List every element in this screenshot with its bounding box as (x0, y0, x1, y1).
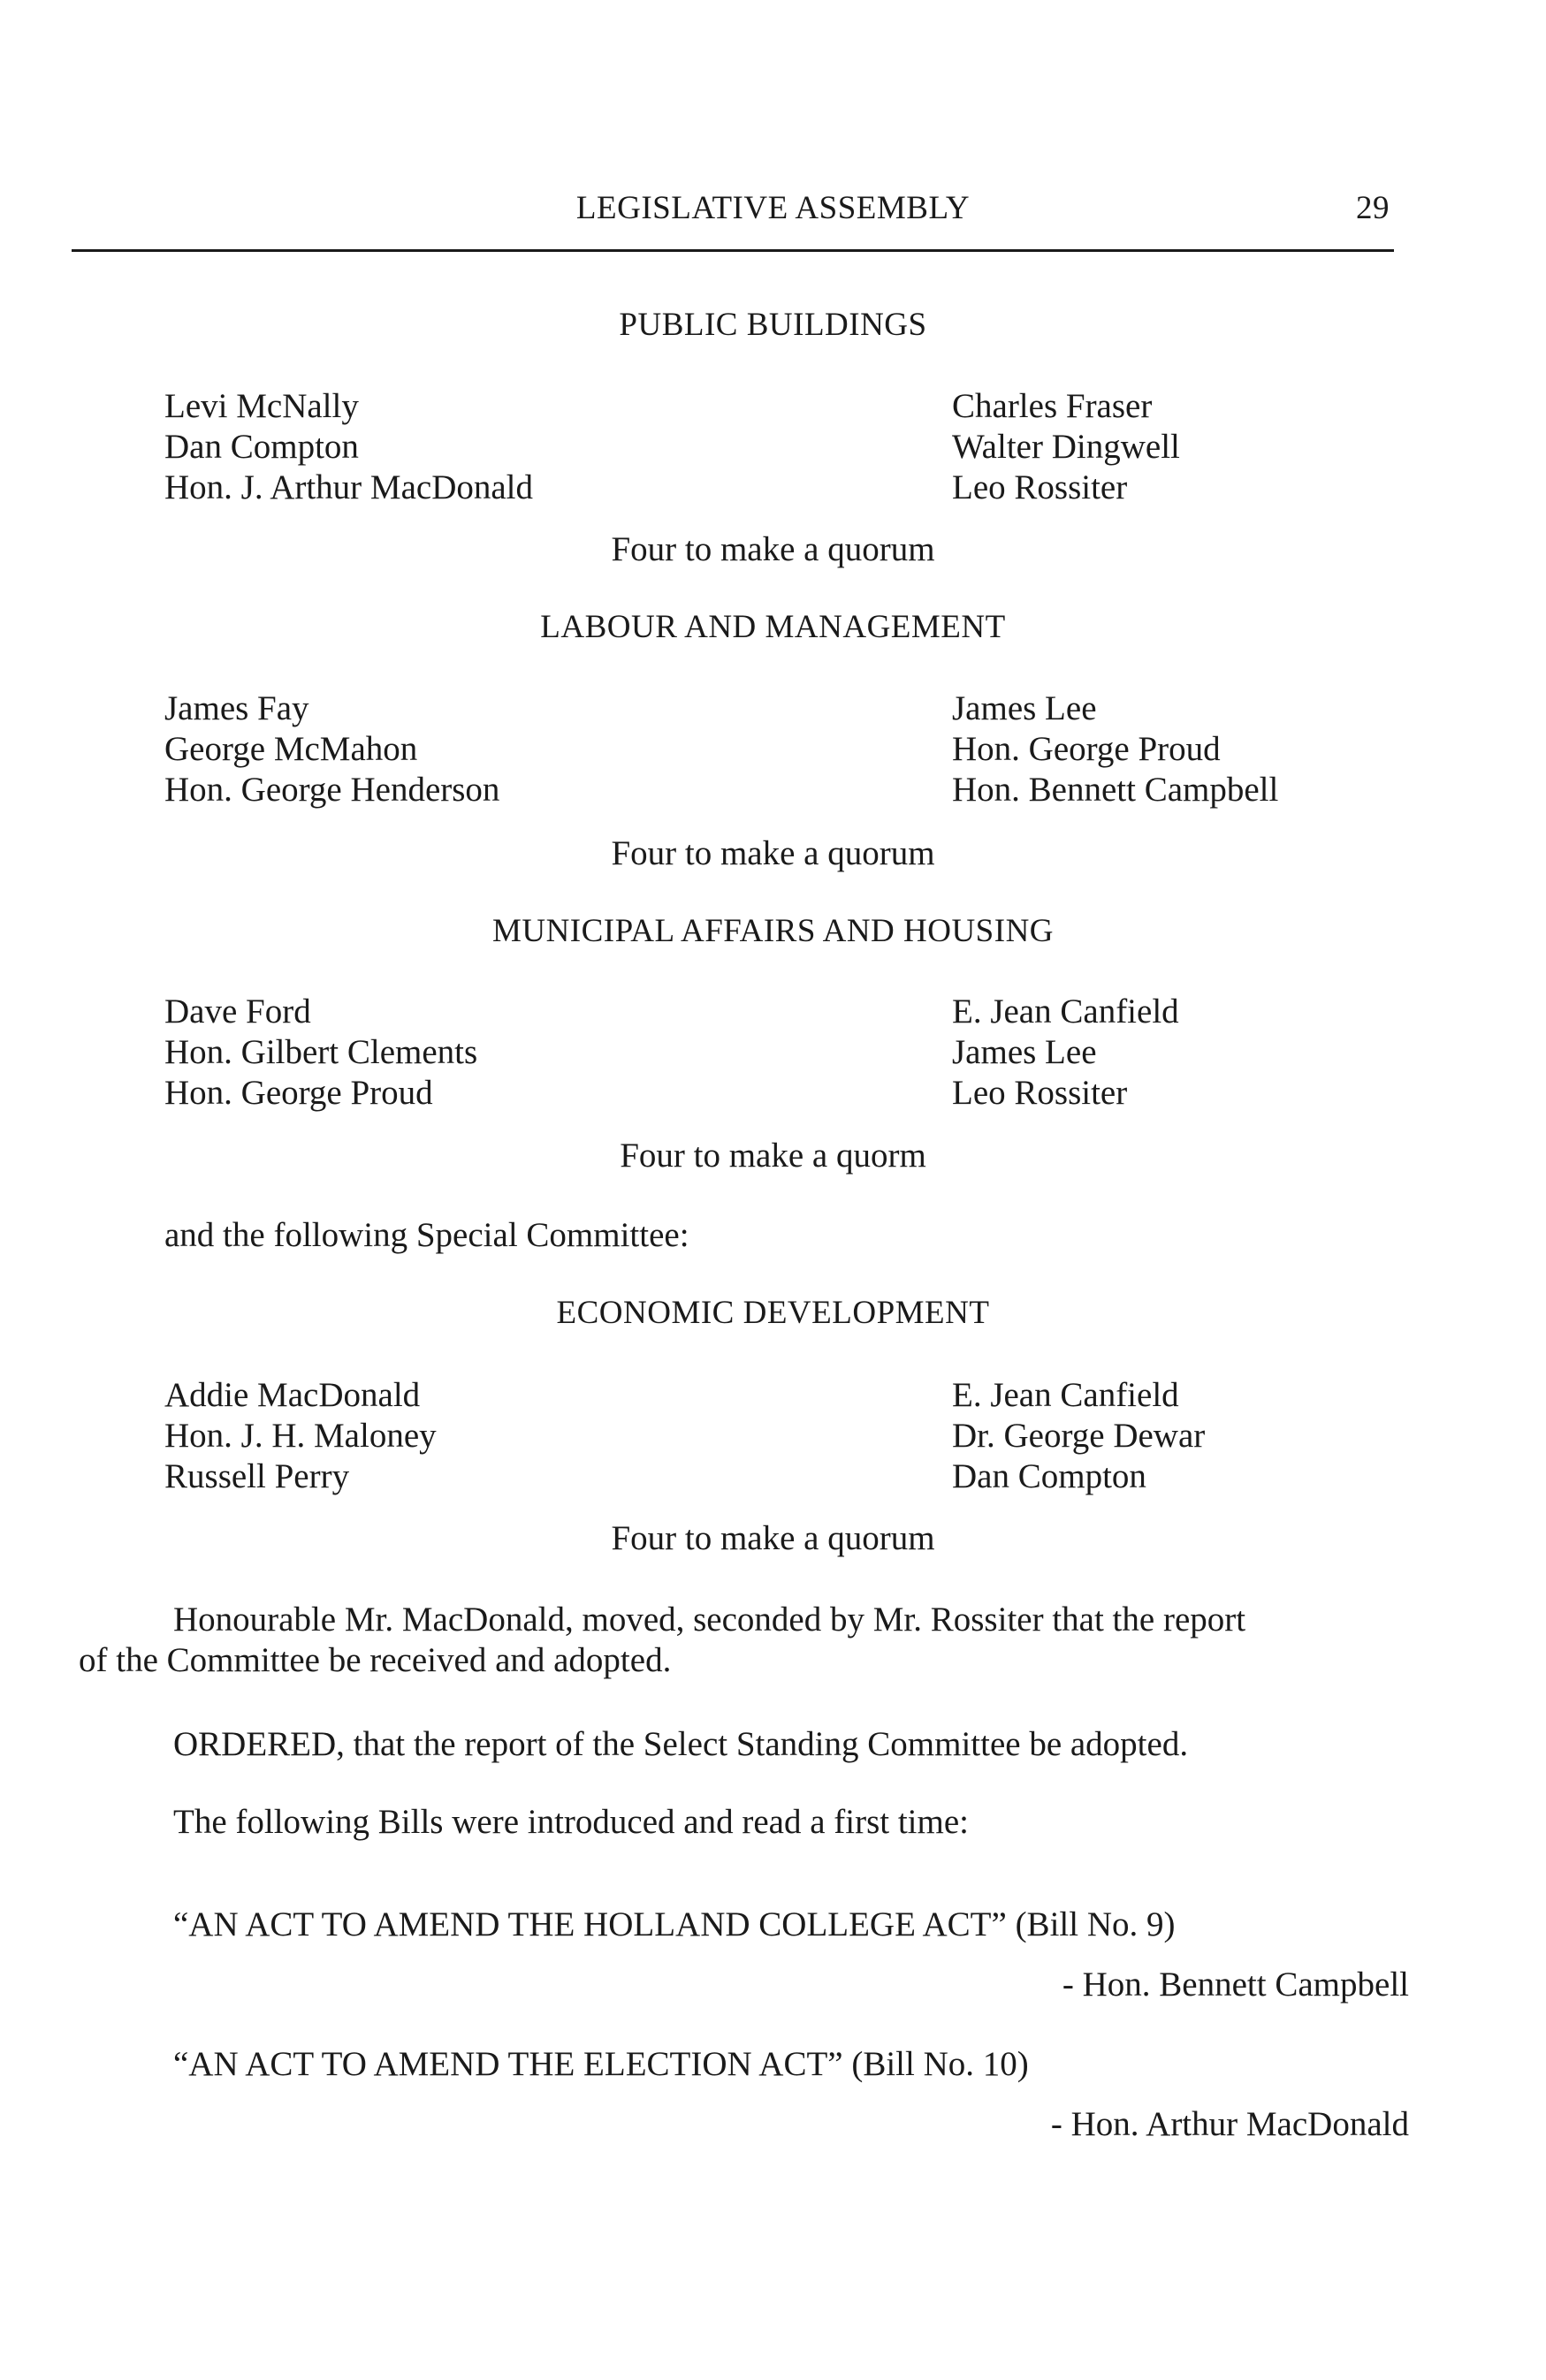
bills-intro: The following Bills were introduced and read a first time: (173, 1803, 969, 1841)
ordered-statement: ORDERED, that the report of the Select Standing Committee be adopted. (173, 1725, 1189, 1763)
member-name: George McMahon (164, 730, 418, 768)
committee-members-right (952, 386, 1180, 508)
member-name: E. Jean Canfield (952, 1376, 1179, 1414)
member-name: Addie MacDonald (164, 1376, 421, 1414)
committee-members-right (952, 992, 1179, 1114)
quorum-note: Four to make a quorum (611, 834, 935, 872)
member-name: Hon. J. H. Maloney (164, 1417, 437, 1455)
member-name: Leo Rossiter (952, 468, 1128, 506)
page-header-title: LEGISLATIVE ASSEMBLY (575, 190, 971, 226)
member-name: Hon. George Henderson (164, 771, 500, 809)
member-name: James Lee (952, 689, 1097, 727)
bill-title: “AN ACT TO AMEND THE HOLLAND COLLEGE ACT” (Bill No. 9) (173, 1905, 1176, 1943)
member-name: Levi McNally (164, 387, 359, 425)
page-number: 29 (1356, 190, 1390, 226)
committee-members-right (952, 688, 1278, 810)
motion-text-line2: of the Committee be received and adopted. (79, 1641, 672, 1679)
committee-members-left (164, 1375, 437, 1497)
bill-title: “AN ACT TO AMEND THE ELECTION ACT” (Bill No. 10) (173, 2045, 1029, 2083)
member-name: Dave Ford (164, 992, 311, 1030)
member-name: Hon. Bennett Campbell (952, 771, 1279, 809)
quorum-note: Four to make a quorm (620, 1137, 926, 1175)
quorum-note: Four to make a quorum (611, 530, 935, 568)
member-name: Russell Perry (164, 1457, 350, 1495)
member-name: E. Jean Canfield (952, 992, 1179, 1030)
member-name: Hon. George Proud (164, 1074, 433, 1112)
special-committee-title: ECONOMIC DEVELOPMENT (556, 1295, 990, 1331)
quorum-note: Four to make a quorum (611, 1519, 935, 1557)
committee-members-right (952, 1375, 1205, 1497)
committee-members-left (164, 386, 533, 508)
committee-title: PUBLIC BUILDINGS (619, 307, 927, 343)
member-name: Hon. George Proud (952, 730, 1221, 768)
member-name: Hon. Gilbert Clements (164, 1033, 478, 1071)
committee-title: MUNICIPAL AFFAIRS AND HOUSING (491, 913, 1055, 949)
member-name: Dan Compton (164, 428, 359, 466)
committee-members-left (164, 688, 499, 810)
member-name: Walter Dingwell (952, 428, 1180, 466)
member-name: Dr. George Dewar (952, 1417, 1206, 1455)
member-name: James Lee (952, 1033, 1097, 1071)
member-name: Dan Compton (952, 1457, 1146, 1495)
member-name: Leo Rossiter (952, 1074, 1128, 1112)
header-rule (72, 249, 1394, 252)
member-name: James Fay (164, 689, 309, 727)
committee-title: LABOUR AND MANAGEMENT (540, 609, 1006, 645)
member-name: Charles Fraser (952, 387, 1153, 425)
special-committee-intro: and the following Special Committee: (164, 1216, 689, 1254)
bill-sponsor: - Hon. Arthur MacDonald (1050, 2105, 1409, 2143)
member-name: Hon. J. Arthur MacDonald (164, 468, 534, 506)
bill-sponsor: - Hon. Bennett Campbell (1062, 1966, 1409, 2004)
committee-members-left (164, 992, 477, 1114)
motion-text-line1: Honourable Mr. MacDonald, moved, seconded by Mr. Rossiter that the report (173, 1601, 1246, 1639)
